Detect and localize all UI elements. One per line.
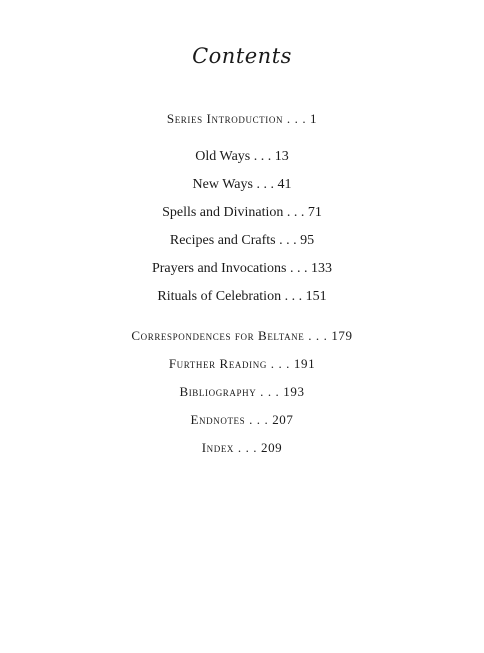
toc-entry-series-introduction: Series Introduction . . . 1	[166, 111, 318, 126]
toc-entry-new-ways: New Ways . . . 41	[192, 177, 292, 192]
toc-entry-correspondences: Correspondences for Beltane . . . 179	[131, 328, 353, 343]
toc-entry-endnotes: Endnotes . . . 207	[190, 412, 294, 427]
page-title: Contents	[192, 44, 292, 68]
toc-entry-further-reading: Further Reading . . . 191	[168, 356, 316, 371]
toc-entry-recipes-and-crafts: Recipes and Crafts . . . 95	[169, 233, 315, 248]
toc-entry-old-ways: Old Ways . . . 13	[195, 149, 289, 164]
toc-entry-rituals-of-celebration: Rituals of Celebration . . . 151	[157, 289, 327, 304]
toc-entry-spells-and-divination: Spells and Divination . . . 71	[162, 205, 322, 220]
toc-entry-bibliography: Bibliography . . . 193	[179, 384, 305, 399]
toc-entry-index: Index . . . 209	[201, 440, 283, 455]
toc-entry-prayers-and-invocations: Prayers and Invocations . . . 133	[151, 261, 333, 276]
